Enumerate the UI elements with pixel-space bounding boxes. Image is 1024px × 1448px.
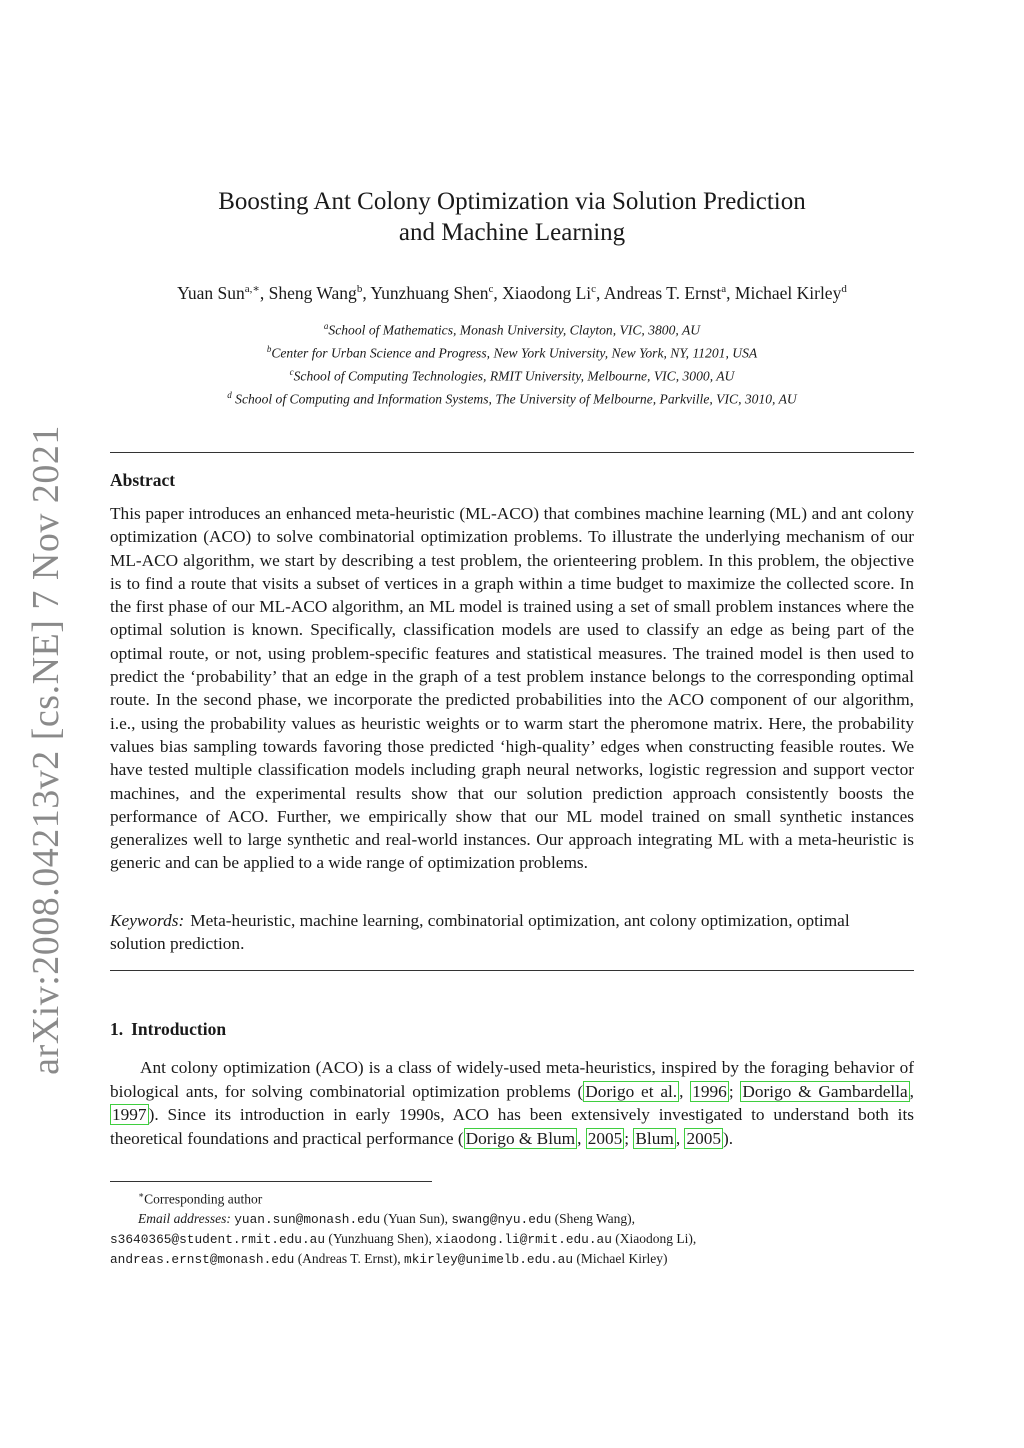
footnote-emails-line-1: Email addresses: yuan.sun@monash.edu (Yuan Sun), swang@nyu.edu (Sheng Wang), <box>138 1210 636 1227</box>
affiliation: $^a$School of Mathematics, Monash University, Clayton, VIC, 3800, AU <box>323 321 701 338</box>
footnote-corresponding: ∗Corresponding author <box>138 1190 263 1207</box>
email-link[interactable]: andreas.ernst@monash.edu <box>110 1251 295 1267</box>
section-heading-introduction: 1. Introduction <box>110 1019 227 1039</box>
affiliation: $^d$ School of Computing and Information Systems, The University of Melbourne, Parkville, VIC, 3010, AU <box>227 390 797 407</box>
affiliation: $^c$School of Computing Technologies, RMIT University, Melbourne, VIC, 3000, AU <box>289 367 735 384</box>
affiliation: $^b$Center for Urban Science and Progress, New York University, New York, NY, 11201, USA <box>266 344 758 361</box>
author-list <box>110 277 914 305</box>
citation-link[interactable]: 2005 <box>587 1128 623 1148</box>
arxiv-stamp <box>16 425 76 1075</box>
abstract-bottom-rule <box>110 970 914 971</box>
email-link[interactable]: s3640365@student.rmit.edu.au <box>110 1231 326 1247</box>
citation-link[interactable]: Dorigo et al. <box>585 1081 678 1101</box>
citation-link[interactable]: Dorigo & Blum <box>465 1128 576 1148</box>
affiliation-list <box>110 317 914 410</box>
keywords-label: Keywords: <box>110 911 185 930</box>
author: Sheng Wang$^b$, <box>268 282 371 303</box>
author: Xiaodong Li$^c$, <box>502 282 604 303</box>
title-line-2: and Machine Learning <box>398 219 626 246</box>
abstract-top-rule <box>110 452 914 453</box>
footnote <box>110 1186 914 1269</box>
citation-link[interactable]: 1997 <box>112 1105 147 1124</box>
citation-link[interactable]: Dorigo & Gambardella <box>742 1081 908 1101</box>
email-link[interactable]: swang@nyu.edu <box>451 1211 552 1227</box>
arxiv-id: arXiv:2008.04213v2 [cs.NE] 7 Nov 2021 <box>25 425 68 1075</box>
footnote-emails-line-2: s3640365@student.rmit.edu.au (Yunzhuang Shen), xiaodong.li@rmit.edu.au (Xiaodong Li), <box>110 1230 697 1247</box>
author: Yunzhuang Shen$^c$, <box>370 282 503 303</box>
keywords <box>110 909 870 956</box>
email-link[interactable]: mkirley@unimelb.edu.au <box>404 1251 573 1267</box>
abstract-heading: Abstract <box>110 470 176 490</box>
intro-paragraph: Ant colony optimization (ACO) is a class of widely-used meta-heuristics, inspired by the foraging behavior of biological ants, for solving combinatorial optimization problems ( Dorigo et al. , 1996 ; Dorigo & Gambardella , 1997 ). Since its introduction in early 1990s, ACO has been extensively investigated to understand both its theoretical foundations and practical performance ( Dorigo & Blum , 2005 ; Blum , 2005 ). <box>110 1058 914 1148</box>
citation-link[interactable]: 2005 <box>686 1128 722 1148</box>
author: Yuan Sun$^{a,∗}$, <box>177 282 269 303</box>
keywords-text: Meta-heuristic, machine learning, combinatorial optimization, ant colony optimization, optimal solution prediction. <box>110 911 850 954</box>
author: Michael Kirley$^d$ <box>734 282 847 303</box>
footnote-emails-line-3: andreas.ernst@monash.edu (Andreas T. Ernst), mkirley@unimelb.edu.au (Michael Kirley) <box>110 1250 668 1267</box>
paper-title <box>110 186 914 248</box>
email-link[interactable]: yuan.sun@monash.edu <box>234 1211 381 1227</box>
title-line-1: Boosting Ant Colony Optimization via Solution Prediction <box>218 188 806 215</box>
email-link[interactable]: xiaodong.li@rmit.edu.au <box>435 1231 612 1247</box>
citation-link[interactable]: 1996 <box>692 1081 727 1101</box>
abstract-text: This paper introduces an enhanced meta-heuristic (ML-ACO) that combines machine learning (ML) and ant colony optimization (ACO) to solve combinatorial optimization problems. To illustrate the underlying mechanism of our ML-ACO algorithm, we start by describing a test problem, the orienteering problem. In this problem, the objective is to find a route that visits a subset of vertices in a graph within a time budget to maximize the collected score. In the first phase of our ML-ACO algorithm, an ML model is trained using a set of small problem instances where the optimal solution is known. Specifically, classification models are used to classify an edge as being part of the optimal route, or not, using problem-specific features and statistical measures. The trained model is then used to predict the ‘probability’ that an edge in the graph of a test problem instance belongs to the corresponding optimal route. In the second phase, we incorporate the predicted probabilities into the ACO component of our algorithm, i.e., using the probability values as heuristic weights or to warm start the pheromone matrix. Here, the probability values bias sampling towards favoring those predicted ‘high-quality’ edges when constructing feasible routes. We have tested multiple classification models including graph neural networks, logistic regression and support vector machines, and the experimental results show that our solution prediction approach consistently boosts the performance of ACO. Further, we empirically show that our ML model trained on small synthetic instances generalizes well to large synthetic and real-world instances. Our approach integrating ML with a meta-heuristic is generic and can be applied to a wide range of optimization problems. <box>110 504 914 873</box>
footnote-rule <box>110 1181 432 1182</box>
citation-link[interactable]: Blum <box>635 1128 674 1148</box>
author: Andreas T. Ernst$^a$, <box>603 282 735 303</box>
